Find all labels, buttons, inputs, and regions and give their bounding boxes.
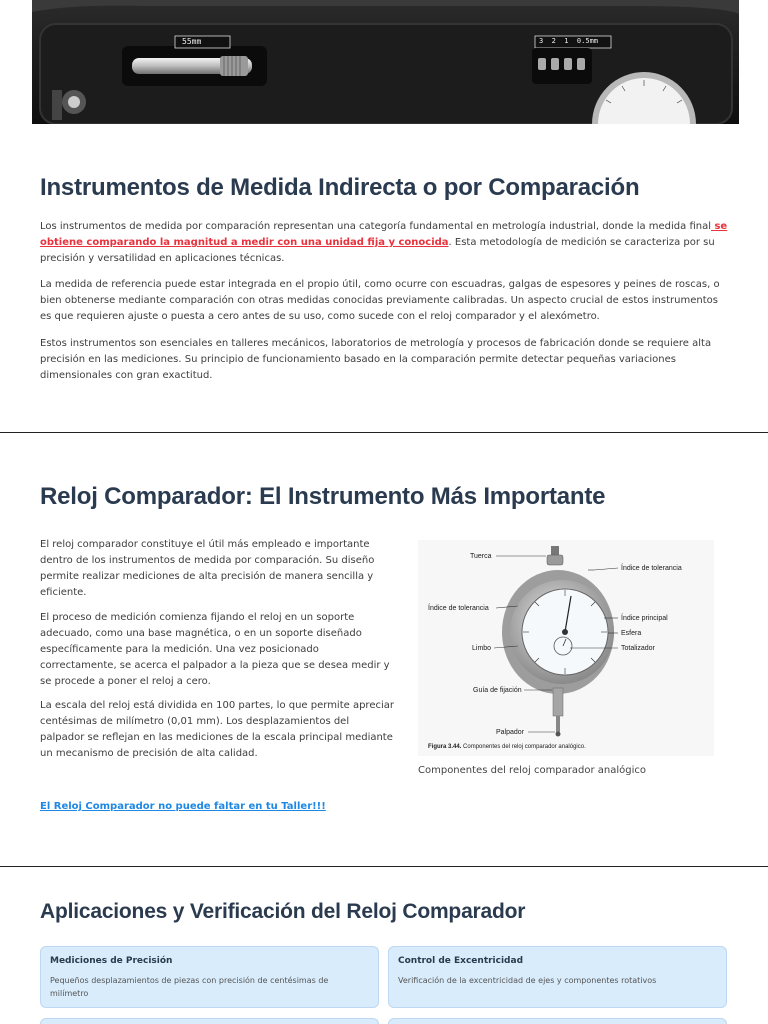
label-indice-tolerancia-left: Índice de tolerancia xyxy=(428,605,489,612)
card-description: Verificación de la excentricidad de ejes y componentes rotativos xyxy=(398,976,657,985)
intro-paragraph xyxy=(40,219,730,267)
dial-indicator-figure xyxy=(418,540,714,756)
reloj-paragraph-1: El reloj comparador constituye el útil más empleado e importante dentro de los instrumentos de medida por comparación. Su diseño permite realizar mediciones de alta precisión de manera sencilla y eficiente. xyxy=(40,539,375,598)
applications-paragraph: Estos instrumentos son esenciales en talleres mecánicos, laboratorios de metrología y procesos de fabricación donde se requiere alta precisión en las mediciones. Su principio de funcionamiento basado en la comparación permite detectar pequeñas variaciones dimensionales con gran exactitud. xyxy=(40,338,712,381)
label-indice-tolerancia-right: Índice de tolerancia xyxy=(621,565,682,572)
card-title: Control de Excentricidad xyxy=(398,956,524,966)
label-totalizador: Totalizador xyxy=(621,645,655,652)
hero-image xyxy=(32,0,739,124)
caliper-label-55mm: 55mm xyxy=(182,37,202,46)
card-partial xyxy=(40,1018,379,1024)
figure-number: Figura 3.44. xyxy=(428,744,462,750)
section-title-aplicaciones: Aplicaciones y Verificación del Reloj Comparador xyxy=(40,900,526,923)
section-title-medida-indirecta: Instrumentos de Medida Indirecta o por Comparación xyxy=(40,174,640,201)
intro-text-start: Los instrumentos de medida por comparación representan una categoría fundamental en metrología industrial, donde la medida final xyxy=(40,221,711,232)
figure-inner-caption: Componentes del reloj comparador analógico. xyxy=(461,744,586,750)
reference-paragraph: La medida de referencia puede estar integrada en el propio útil, como ocurre con escuadras, galgas de espesores y peines de roscas, o bien obtenerse mediante comparación con otras medidas conocidas previamente calibradas. Un aspecto crucial de estos instrumentos es que requieren ajuste o puesta a cero antes de su uso, como sucede con el reloj comparador y el alexómetro. xyxy=(40,279,720,322)
section-divider xyxy=(0,432,768,433)
card-partial xyxy=(388,1018,727,1024)
label-tuerca: Tuerca xyxy=(470,553,492,560)
card-control-excentricidad xyxy=(388,946,727,1008)
caliper-label-sizes: 3 2 1 0.5mm xyxy=(539,37,599,45)
label-palpador: Palpador xyxy=(496,729,525,736)
intro-text-end: . Esta metodología de medición se caracteriza por su precisión y versatilidad en aplicaciones técnicas. xyxy=(40,237,715,264)
label-limbo: Limbo xyxy=(472,645,492,652)
label-guia-fijacion: Guía de fijación xyxy=(473,687,522,694)
figure-caption: Componentes del reloj comparador analógico xyxy=(418,765,647,776)
card-mediciones-precision xyxy=(40,946,379,1008)
card-title: Mediciones de Precisión xyxy=(50,956,173,966)
reloj-paragraph-3: La escala del reloj está dividida en 100 partes, lo que permite apreciar centésimas de milímetro (0,01 mm). Los desplazamientos del palpador se reflejan en las mediciones de la escala principal mediante un mecanismo de precisión de alta calidad. xyxy=(40,700,394,759)
reloj-taller-link[interactable]: El Reloj Comparador no puede faltar en tu Taller!!! xyxy=(40,801,326,812)
section-divider xyxy=(0,866,768,867)
reloj-paragraph-2: El proceso de medición comienza fijando el reloj en un soporte adecuado, como una base magnética, o en un soporte diseñado específicamente para la medición. Una vez posicionado correctamente, se acerca el palpador a la pieza que se desea medir y se procede a poner el reloj a cero. xyxy=(40,612,390,687)
svg-text:Figura 3.44. Componentes del r xyxy=(428,744,586,750)
label-esfera: Esfera xyxy=(621,630,642,637)
section-title-reloj-comparador: Reloj Comparador: El Instrumento Más Importante xyxy=(40,483,606,510)
highlight-link-comparacion[interactable]: se obtiene comparando la magnitud a medir con una unidad fija y conocida xyxy=(40,221,728,248)
label-indice-principal: Índice principal xyxy=(621,615,668,622)
card-description: Pequeños desplazamientos de piezas con precisión de centésimas de milímetro xyxy=(50,976,329,998)
